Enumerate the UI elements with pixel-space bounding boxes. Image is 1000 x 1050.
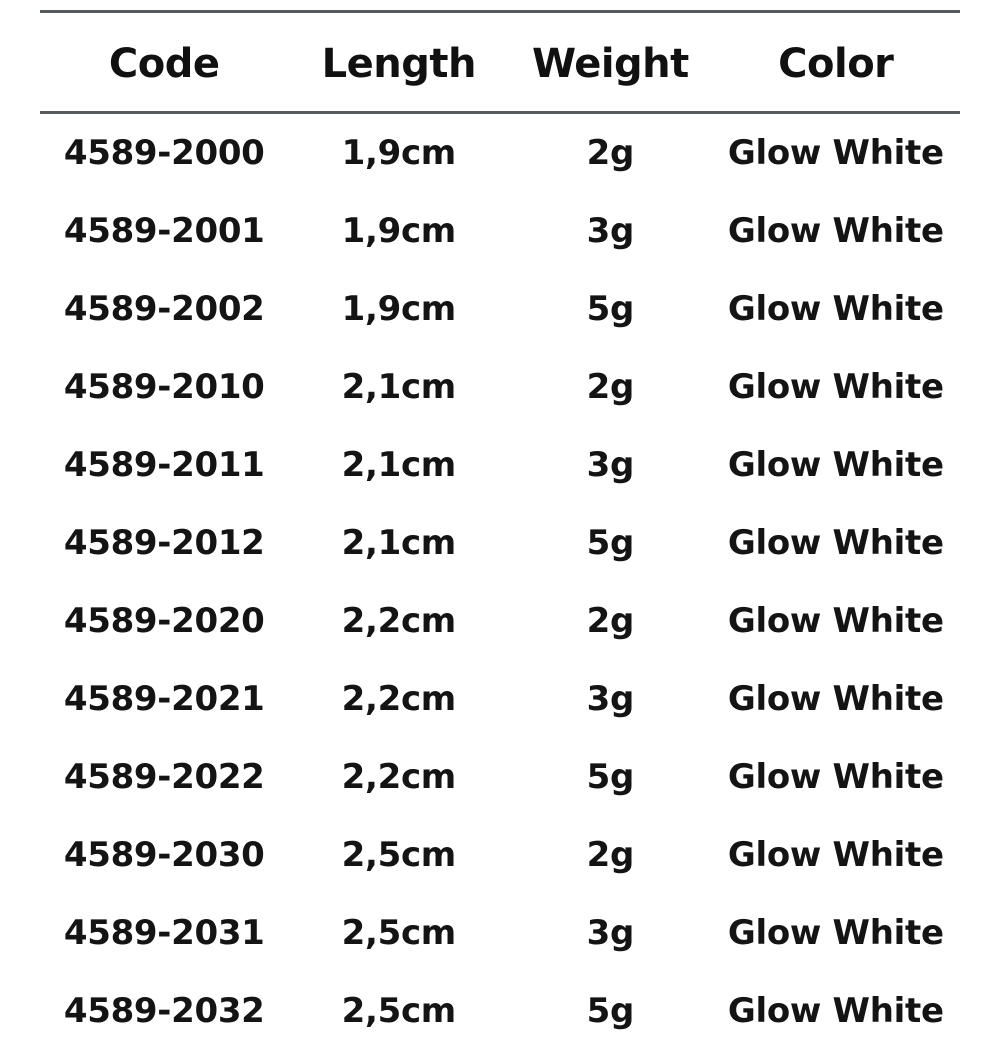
column-header-code: Code: [108, 41, 220, 87]
cell-color: Glow White: [727, 445, 944, 485]
table-row: [40, 660, 960, 738]
table-row: [40, 582, 960, 660]
cell-length: 1,9cm: [341, 211, 456, 251]
column-header-weight: Weight: [532, 41, 689, 87]
spec-sheet: [0, 10, 1000, 1031]
cell-length: 2,5cm: [341, 835, 456, 875]
table-row: [40, 426, 960, 504]
cell-code: 4589-2002: [63, 289, 265, 329]
column-header-color: Color: [778, 41, 894, 87]
cell-code: 4589-2000: [63, 133, 265, 173]
table-row: [40, 894, 960, 972]
cell-weight: 2g: [586, 601, 635, 641]
cell-weight: 2g: [586, 133, 635, 173]
table-row: [40, 972, 960, 1050]
cell-weight: 2g: [586, 835, 635, 875]
table-row: [40, 816, 960, 894]
cell-code: 4589-2011: [63, 445, 265, 485]
cell-code: 4589-2021: [63, 679, 265, 719]
cell-color: Glow White: [727, 211, 944, 251]
cell-length: 1,9cm: [341, 289, 456, 329]
cell-length: 2,1cm: [341, 367, 456, 407]
cell-length: 2,2cm: [341, 757, 456, 797]
cell-code: 4589-2030: [63, 835, 265, 875]
cell-weight: 3g: [586, 913, 635, 953]
table-row: [40, 192, 960, 270]
table-row: [40, 270, 960, 348]
cell-code: 4589-2001: [63, 211, 265, 251]
cell-color: Glow White: [727, 757, 944, 797]
cell-weight: 3g: [586, 211, 635, 251]
cell-code: 4589-2012: [63, 523, 265, 563]
cell-code: 4589-2022: [63, 757, 265, 797]
cell-length: 1,9cm: [341, 133, 456, 173]
table-row: [40, 348, 960, 426]
cell-color: Glow White: [727, 913, 944, 953]
cell-weight: 3g: [586, 679, 635, 719]
cell-weight: 5g: [586, 289, 635, 329]
cell-length: 2,5cm: [341, 913, 456, 953]
cell-length: 2,1cm: [341, 445, 456, 485]
cell-code: 4589-2010: [63, 367, 265, 407]
cell-color: Glow White: [727, 133, 944, 173]
table-header: [40, 13, 960, 111]
table-row: [40, 114, 960, 192]
cell-color: Glow White: [727, 991, 944, 1031]
cell-length: 2,1cm: [341, 523, 456, 563]
column-header-length: Length: [321, 41, 476, 87]
cell-code: 4589-2020: [63, 601, 265, 641]
cell-weight: 5g: [586, 991, 635, 1031]
table-header-row: [40, 13, 960, 111]
cell-weight: 5g: [586, 523, 635, 563]
cell-color: Glow White: [727, 601, 944, 641]
cell-weight: 2g: [586, 367, 635, 407]
table-body: [40, 114, 960, 1050]
cell-color: Glow White: [727, 289, 944, 329]
cell-color: Glow White: [727, 679, 944, 719]
cell-color: Glow White: [727, 367, 944, 407]
cell-code: 4589-2031: [63, 913, 265, 953]
cell-length: 2,5cm: [341, 991, 456, 1031]
cell-color: Glow White: [727, 835, 944, 875]
specification-table: [40, 13, 960, 111]
table-row: [40, 738, 960, 816]
specification-table-body: [40, 114, 960, 1050]
cell-length: 2,2cm: [341, 679, 456, 719]
cell-weight: 3g: [586, 445, 635, 485]
cell-weight: 5g: [586, 757, 635, 797]
table-row: [40, 504, 960, 582]
cell-code: 4589-2032: [63, 991, 265, 1031]
cell-length: 2,2cm: [341, 601, 456, 641]
cell-color: Glow White: [727, 523, 944, 563]
